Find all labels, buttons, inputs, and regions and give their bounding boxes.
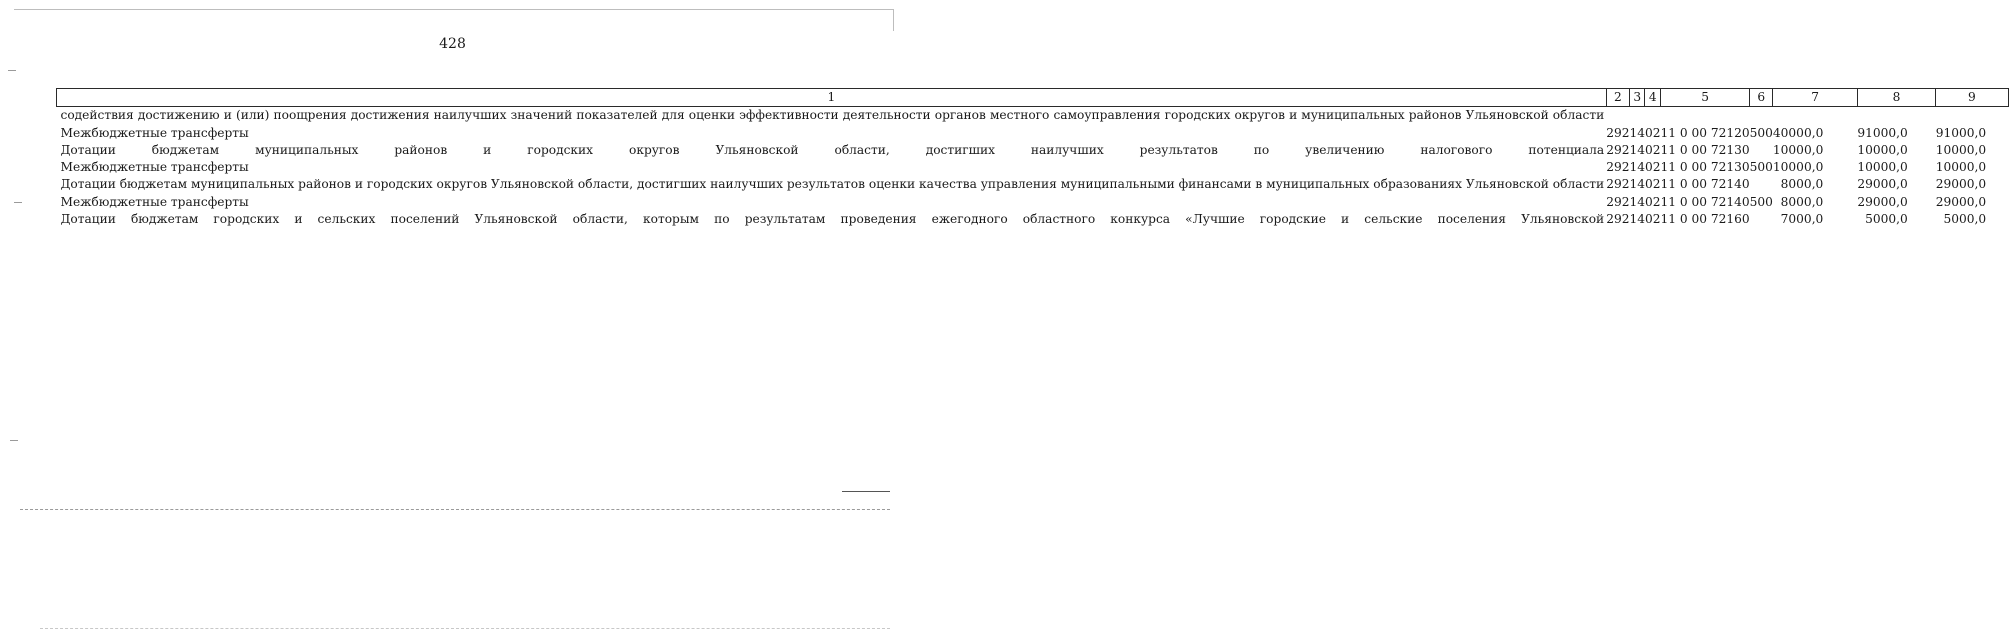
cell-section: 14	[1629, 177, 1645, 192]
cell-subsection	[1645, 107, 1661, 125]
cell-expense-type: 500	[1749, 125, 1773, 140]
cell-section: 14	[1629, 125, 1645, 140]
cell-admin-code: 292	[1606, 125, 1630, 140]
cell-amount-col7: 7000,0	[1780, 212, 1824, 227]
cell-subsection: 02	[1644, 142, 1661, 157]
cell-section: 14	[1629, 194, 1645, 209]
cell-admin-code: 292	[1606, 160, 1630, 175]
cell-target-article: 11 0 00 72160	[1660, 212, 1750, 227]
row-description: Межбюджетные трансферты	[60, 125, 249, 140]
scan-margin-mark	[8, 70, 16, 71]
cell-amount-col8: 10000,0	[1857, 160, 1908, 175]
cell-amount-col8: 29000,0	[1857, 194, 1908, 209]
header-cell-5: 5	[1660, 89, 1749, 107]
cell-subsection: 02	[1644, 160, 1661, 175]
cell-amount-col7: 8000,0	[1780, 177, 1824, 192]
scan-right-rule	[893, 9, 894, 31]
table-row	[57, 176, 2009, 193]
cell-amount-col8	[1857, 107, 1935, 125]
cell-amount-col7: 40000,0	[1772, 125, 1824, 140]
cell-target-article: 11 0 00 72130	[1660, 142, 1750, 157]
header-row	[57, 89, 2009, 107]
cell-expense-type	[1750, 107, 1773, 125]
cell-admin-code: 292	[1606, 177, 1630, 192]
scan-top-rule	[14, 9, 894, 10]
header-cell-2: 2	[1606, 89, 1629, 107]
scan-margin-mark	[10, 440, 18, 441]
cell-subsection: 02	[1644, 125, 1661, 140]
header-cell-1: 1	[57, 89, 1607, 107]
scan-artifact-line	[40, 628, 890, 630]
cell-target-article: 11 0 00 72120	[1660, 125, 1750, 140]
header-cell-6: 6	[1750, 89, 1773, 107]
header-cell-3: 3	[1629, 89, 1645, 107]
cell-target-article	[1660, 107, 1749, 125]
row-description: Дотации бюджетам городских и сельских поселений Ульяновской области, которым по результатам проведения ежегодного областного конкурса «Лучшие городские и сельские поселения Ульяновской	[60, 212, 1605, 227]
row-description: Дотации бюджетам муниципальных районов и городских округов Ульяновской области, достигших наилучших результатов оценки качества управления муниципальными финансами в муниципальных образованиях Ульяновской области	[60, 177, 1605, 192]
cell-amount-col9: 5000,0	[1943, 212, 1987, 227]
row-description: Межбюджетные трансферты	[60, 194, 249, 209]
scan-margin-mark	[14, 202, 22, 203]
page-number: 428	[439, 36, 466, 52]
cell-amount-col8: 5000,0	[1865, 212, 1908, 227]
cell-target-article: 11 0 00 72140	[1660, 177, 1750, 192]
cell-expense-type	[1750, 211, 1773, 228]
row-description: Межбюджетные трансферты	[60, 160, 249, 175]
cell-section: 14	[1629, 142, 1645, 157]
table-row	[57, 107, 2009, 125]
cell-amount-col9: 10000,0	[1935, 142, 1987, 157]
cell-amount-col9	[1936, 107, 2008, 125]
cell-subsection: 02	[1644, 177, 1661, 192]
cell-target-article: 11 0 00 72130	[1660, 160, 1750, 175]
cell-amount-col7	[1773, 107, 1857, 125]
table-row	[57, 194, 2009, 211]
cell-admin-code: 292	[1606, 212, 1630, 227]
row-description: Дотации бюджетам муниципальных районов и городских округов Ульяновской области, достигших наилучших результатов по увеличению налогового потенциала	[60, 142, 1605, 157]
cell-expense-type: 500	[1749, 194, 1773, 209]
table-row	[57, 142, 2009, 159]
cell-subsection: 02	[1644, 194, 1661, 209]
cell-target-article: 11 0 00 72140	[1660, 194, 1750, 209]
table-row	[57, 211, 2009, 228]
cell-amount-col8: 29000,0	[1857, 177, 1908, 192]
scan-artifact-line	[20, 509, 890, 511]
budget-table	[56, 88, 2009, 228]
cell-section: 14	[1629, 212, 1645, 227]
scan-margin-mark	[842, 491, 890, 492]
cell-admin-code: 292	[1606, 194, 1630, 209]
cell-amount-col9: 29000,0	[1935, 194, 1987, 209]
header-cell-4: 4	[1645, 89, 1661, 107]
cell-subsection: 02	[1644, 212, 1661, 227]
cell-section: 14	[1629, 160, 1645, 175]
cell-admin-code: 292	[1606, 142, 1630, 157]
cell-admin-code	[1606, 107, 1629, 125]
cell-amount-col9: 91000,0	[1935, 125, 1987, 140]
header-cell-7: 7	[1773, 89, 1857, 107]
cell-amount-col8: 91000,0	[1857, 125, 1908, 140]
cell-expense-type	[1750, 142, 1773, 159]
table-row	[57, 125, 2009, 142]
cell-amount-col9: 29000,0	[1935, 177, 1987, 192]
cell-amount-col7: 10000,0	[1772, 142, 1824, 157]
cell-amount-col9: 10000,0	[1935, 160, 1987, 175]
header-cell-9: 9	[1936, 89, 2008, 107]
cell-expense-type	[1750, 176, 1773, 193]
row-description: содействия достижению и (или) поощрения достижения наилучших значений показателей для оценки эффективности деятельности органов местного самоуправления городских округов и муниципальных районов Ульяновской области	[60, 108, 1605, 123]
cell-section	[1629, 107, 1645, 125]
cell-amount-col8: 10000,0	[1857, 142, 1908, 157]
cell-amount-col7: 10000,0	[1772, 160, 1824, 175]
cell-amount-col7: 8000,0	[1780, 194, 1824, 209]
cell-expense-type: 500	[1749, 160, 1773, 175]
table-row	[57, 159, 2009, 176]
header-cell-8: 8	[1857, 89, 1935, 107]
